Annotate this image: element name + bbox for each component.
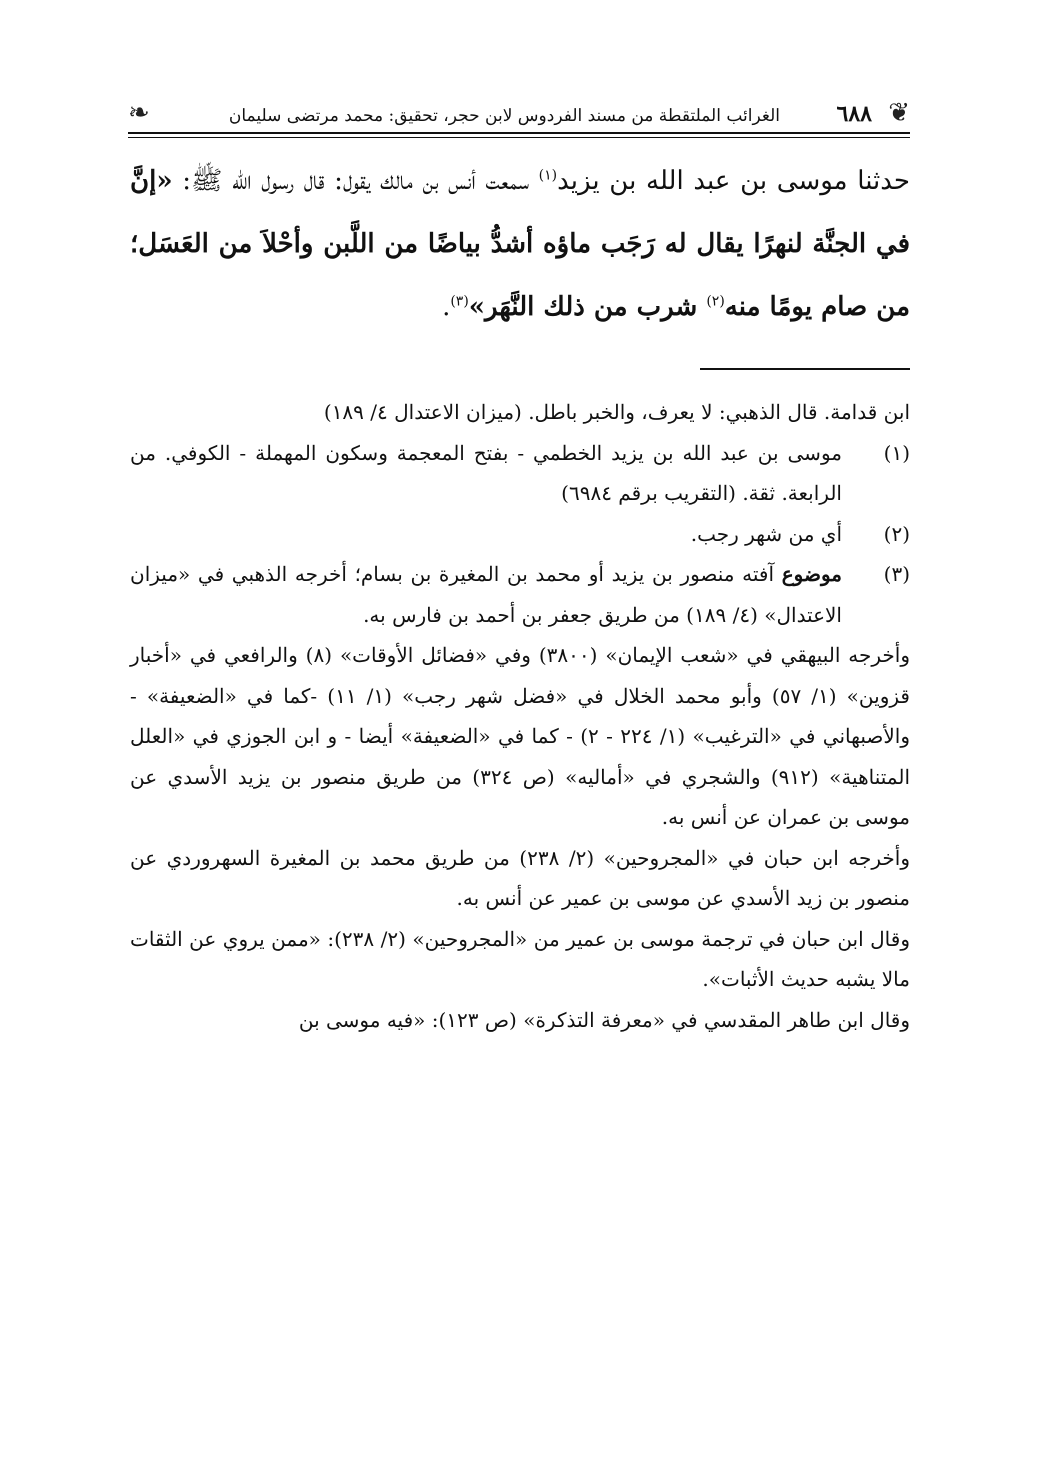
- footnote-number: (١): [883, 440, 910, 465]
- ornament-left-icon: ❧: [128, 98, 150, 128]
- page-header: [128, 96, 910, 140]
- main-text: [130, 150, 910, 339]
- footnote-text: أي من شهر رجب.: [690, 521, 842, 546]
- hadith-text-1: «إنَّ في الجنَّة لنهرًا يقال له رَجَب ماؤه أشدُّ بياضًا من اللَّبن وأحْلاَ من العَسَل؛ من صام يومًا منه: [130, 166, 910, 322]
- footnote-3: [130, 554, 910, 635]
- footnote-ref-2[interactable]: (٢): [706, 293, 725, 310]
- footnote-verdict: موضوع: [781, 562, 842, 586]
- isnad-part-2: سمعت أنس بن مالك يقول: قال رسول الله ﷺ:: [172, 166, 539, 196]
- footnote-paragraph: وأخرجه ابن حبان في «المجروحين» (٢/ ٢٣٨) من طريق محمد بن المغيرة السهروردي عن منصور بن زيد الأسدي عن موسى بن عمير عن أنس به.: [130, 845, 910, 910]
- page-number: ٦٨٨: [836, 101, 872, 127]
- footnote-paragraph: وقال ابن طاهر المقدسي في «معرفة التذكرة» (ص ١٢٣): «فيه موسى بن: [298, 1007, 910, 1032]
- footnote-2: [130, 514, 910, 555]
- isnad-part-1: حدثنا موسى بن عبد الله بن يزيد: [557, 166, 910, 196]
- running-title: الغرائب الملتقطة من مسند الفردوس لابن حجر، تحقيق: محمد مرتضى سليمان: [228, 106, 780, 126]
- footnote-separator: [700, 368, 910, 370]
- main-text-end: .: [442, 292, 451, 322]
- footnote-body: آفته منصور بن يزيد أو محمد بن المغيرة بن بسام؛ أخرجه الذهبي في «ميزان الاعتدال» (٤/ ١٨٩) من طريق جعفر بن أحمد بن فارس به.: [130, 562, 842, 627]
- footnote-text: [130, 554, 842, 635]
- footnote-carryover: ابن قدامة. قال الذهبي: لا يعرف، والخبر باطل. (ميزان الاعتدال ٤/ ١٨٩): [323, 400, 910, 424]
- footnote-paragraph: وأخرجه البيهقي في «شعب الإيمان» (٣٨٠٠) وفي «فضائل الأوقات» (٨) والرافعي في «أخبار قزوين» (١/ ٥٧) وأبو محمد الخلال في «فضل شهر رجب» (١/ ١١) -كما في «الضعيفة» - والأصبهاني في «الترغيب» (١/ ٢٢٤ - ٢) - كما في «الضعيفة» أيضا - و ابن الجوزي في «العلل المتناهية» (٩١٢) والشجري في «أماليه» (ص ٣٢٤) من طريق منصور بن يزيد الأسدي عن موسى بن عمران عن أنس به.: [130, 643, 911, 829]
- footnote-number: (٢): [883, 521, 910, 546]
- footnotes: [130, 392, 910, 1040]
- footnote-ref-1[interactable]: (١): [538, 167, 558, 184]
- ornament-right-icon: ❦: [888, 98, 910, 128]
- footnote-text: موسى بن عبد الله بن يزيد الخطمي - بفتح المعجمة وسكون المهملة - الكوفي. من الرابعة. ثقة. (التقريب برقم ٦٩٨٤): [130, 440, 842, 505]
- hadith-text-2: شرب من ذلك النَّهَر»: [468, 292, 707, 322]
- footnote-number: (٣): [883, 562, 910, 586]
- footnote-ref-3[interactable]: (٣): [450, 293, 469, 310]
- footnote-1: [130, 433, 910, 514]
- header-rule: [128, 132, 910, 138]
- footnote-paragraph: وقال ابن حبان في ترجمة موسى بن عمير من «المجروحين» (٢/ ٢٣٨): «ممن يروي عن الثقات مالا يشبه حديث الأثبات».: [130, 926, 910, 991]
